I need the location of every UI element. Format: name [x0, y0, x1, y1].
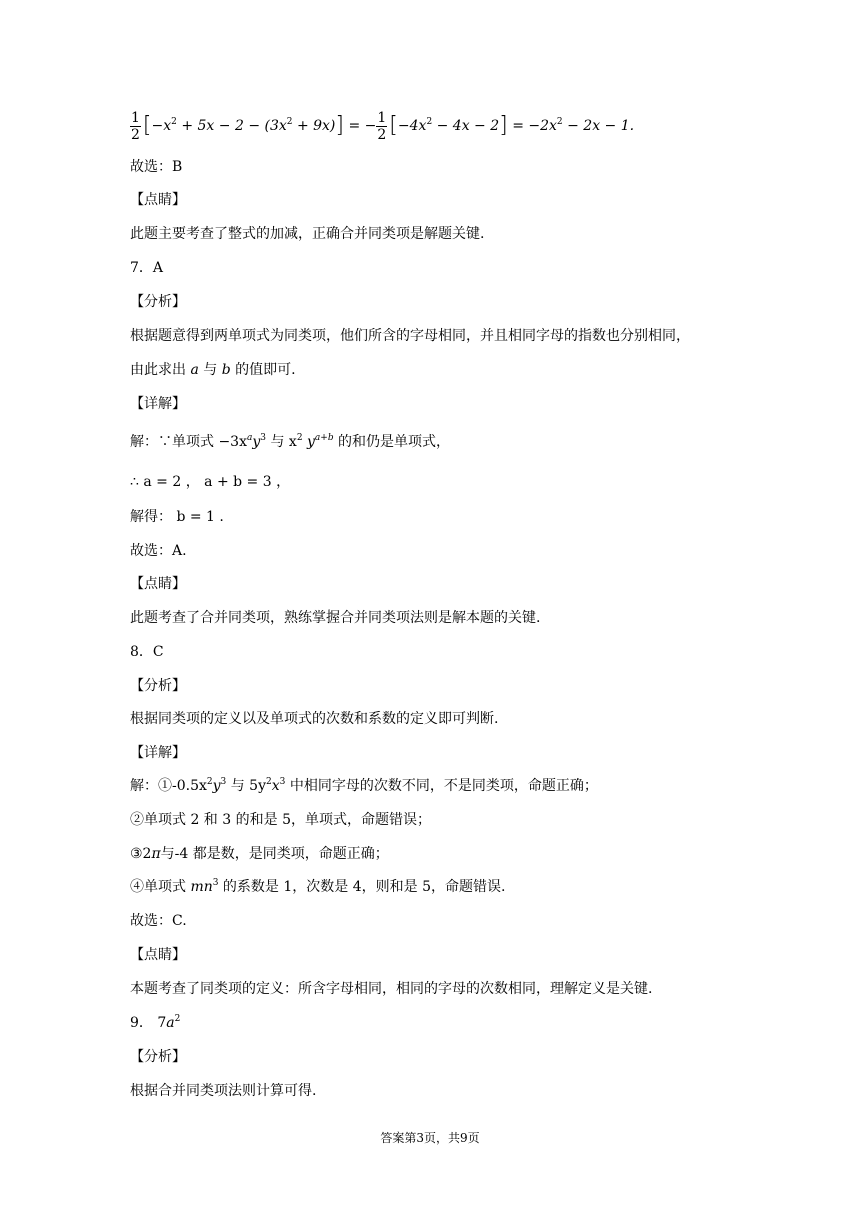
- question-number: 7．A: [130, 260, 164, 276]
- section-heading: 【点睛】: [130, 576, 186, 592]
- text-line: 根据合并同类项法则计算可得.: [130, 1083, 317, 1099]
- question-number: 8．C: [130, 644, 164, 660]
- section-heading: 【详解】: [130, 745, 186, 761]
- section-heading: 【分析】: [130, 294, 186, 310]
- text-line: 故选：B: [130, 159, 183, 175]
- question-number: 9． $7a^2$: [130, 1014, 181, 1031]
- text-line: 此题主要考查了整式的加减，正确合并同类项是解题关键.: [130, 226, 485, 242]
- text-line: ④单项式 $mn^3$ 的系数是 1，次数是 4，则和是 5，命题错误.: [130, 878, 506, 895]
- text-line: 本题考查了同类项的定义：所含字母相同，相同的字母的次数相同，理解定义是关键.: [130, 981, 653, 997]
- section-heading: 【分析】: [130, 678, 186, 694]
- section-heading: 【详解】: [130, 396, 186, 412]
- text-line: 故选：C.: [130, 913, 187, 929]
- left-bracket: [: [389, 113, 398, 138]
- text-line: ③2π与-4 都是数，是同类项，命题正确；: [130, 846, 389, 862]
- formula-result: = −2x: [507, 118, 557, 134]
- left-bracket: [: [142, 113, 152, 138]
- fraction-half: $\frac{1}{2}$: [131, 109, 140, 143]
- text-line: 解：∵单项式 $-3x^ay^3$ 与 $x^2$ $y^{a+b}$ 的和仍是单项式，: [130, 433, 451, 450]
- section-heading: 【点睛】: [130, 192, 186, 208]
- text-line: ②单项式 2 和 3 的和是 5，单项式，命题错误；: [130, 812, 431, 828]
- section-heading: 【分析】: [130, 1049, 186, 1065]
- text-line: 故选：A.: [130, 543, 187, 559]
- text-line: 此题考查了合并同类项，熟练掌握合并同类项法则是解本题的关键.: [130, 610, 541, 626]
- formula-result: − 2x − 1.: [562, 118, 635, 134]
- text-line: ∴ a = 2 ， a + b = 3 ，: [130, 474, 291, 490]
- text-line: 根据同类项的定义以及单项式的次数和系数的定义即可判断.: [130, 711, 499, 727]
- formula-term: + 5x − 2 − (3x: [176, 118, 287, 134]
- formula-term: + 9x): [292, 118, 336, 134]
- text-line: 由此求出 a 与 b 的值即可.: [130, 362, 296, 378]
- section-heading: 【点睛】: [130, 947, 186, 963]
- formula-term: − 4x − 2: [432, 118, 500, 134]
- right-bracket: ]: [499, 113, 508, 138]
- text-line: 解得： b = 1 .: [130, 509, 224, 525]
- text-line: 解：$①-0.5x^2y^3$ 与 $5y^2x^3$ 中相同字母的次数不同，不是同类项，命题正确；: [130, 777, 598, 794]
- formula-term: −x: [151, 118, 172, 134]
- right-bracket: ]: [335, 113, 344, 138]
- formula-term: = −: [344, 118, 377, 134]
- formula-line: $\frac{1}{2}$ $[-x^2 + 5x - 2 - (3x^2 + 9x)]$ = − $\frac{1}{2}$ $[-4x^2 - 4x - 2] = -2x^2 - 2x - 1$.: [131, 109, 635, 143]
- formula-term: −4x: [397, 118, 427, 134]
- fraction-half: $\frac{1}{2}$: [377, 109, 387, 143]
- page-footer: 答案第3页，共9页: [380, 1131, 480, 1145]
- text-line: 根据题意得到两单项式为同类项，他们所含的字母相同，并且相同字母的指数也分别相同，: [130, 328, 690, 344]
